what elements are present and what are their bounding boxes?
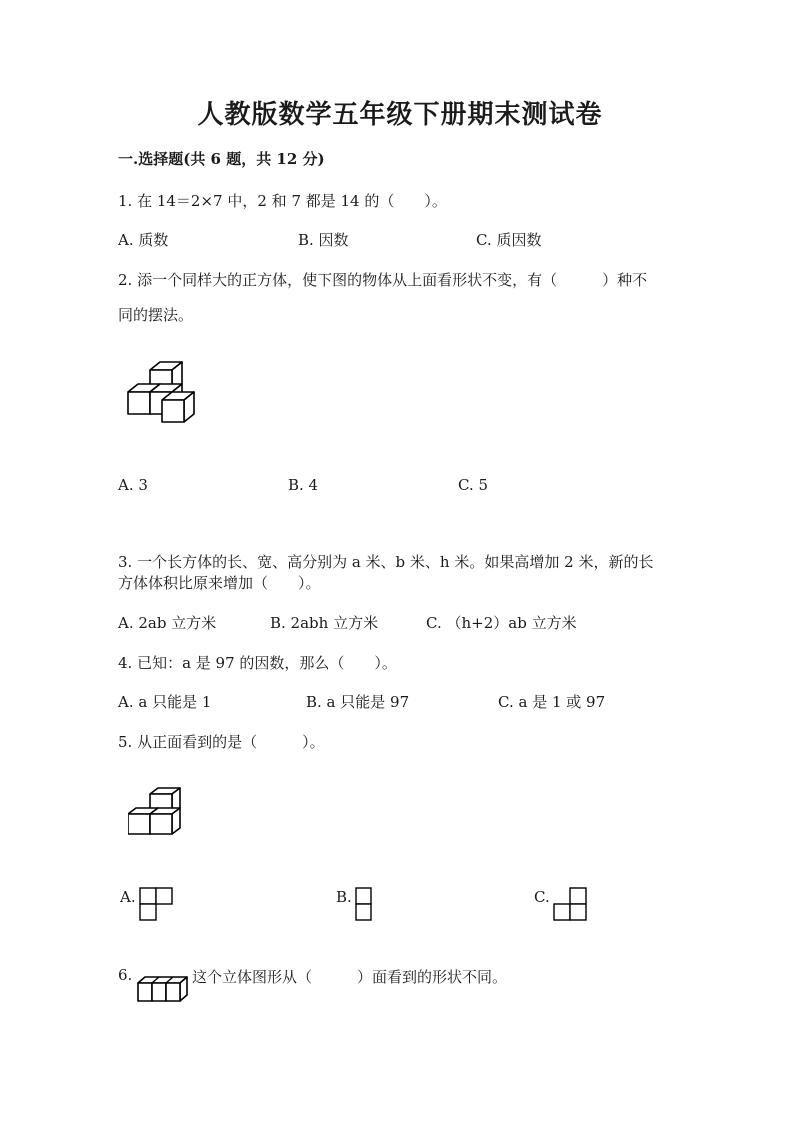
- question-5-option-b-figure: [354, 886, 374, 922]
- question-5-option-c[interactable]: C.: [534, 888, 550, 906]
- question-1-text: 1. 在 14＝2×7 中，2 和 7 都是 14 的（ ）。: [118, 192, 447, 210]
- question-2-text-line2: 同的摆法。: [118, 306, 194, 324]
- question-6-cube-row-figure: [136, 974, 192, 1004]
- question-4-text: 4. 已知：a 是 97 的因数，那么（ ）。: [118, 654, 397, 672]
- question-1-option-c[interactable]: C. 质因数: [476, 231, 542, 249]
- question-5-cube-figure: [128, 786, 190, 838]
- question-3-text-line2: 方体体积比原来增加（ ）。: [118, 574, 321, 592]
- question-5-option-a[interactable]: A.: [120, 888, 136, 906]
- question-2-cube-figure: [122, 360, 212, 432]
- question-5-text: 5. 从正面看到的是（ ）。: [118, 733, 325, 751]
- question-2-text-line1: 2. 添一个同样大的正方体，使下图的物体从上面看形状不变，有（ ）种不: [118, 271, 648, 289]
- question-2-option-b[interactable]: B. 4: [288, 476, 319, 494]
- question-3-option-a[interactable]: A. 2ab 立方米: [118, 614, 217, 632]
- question-3-text-line1: 3. 一个长方体的长、宽、高分别为 a 米、b 米、h 米。如果高增加 2 米，新的长: [118, 553, 654, 571]
- question-1-option-a[interactable]: A. 质数: [118, 231, 169, 249]
- question-4-option-a[interactable]: A. a 只能是 1: [118, 693, 212, 711]
- question-4-option-b[interactable]: B. a 只能是 97: [306, 693, 410, 711]
- question-2-option-c[interactable]: C. 5: [458, 476, 489, 494]
- question-3-option-c[interactable]: C. （h+2）ab 立方米: [426, 614, 577, 632]
- question-3-option-b[interactable]: B. 2abh 立方米: [270, 614, 379, 632]
- question-5-option-b[interactable]: B.: [336, 888, 352, 906]
- question-2-option-a[interactable]: A. 3: [118, 476, 148, 494]
- section-heading: 一.选择题(共 6 题，共 12 分): [118, 150, 325, 168]
- question-5-option-a-figure: [138, 886, 176, 922]
- cube-right: [150, 808, 180, 834]
- question-6-number: 6.: [118, 966, 133, 984]
- cube-front: [162, 392, 194, 422]
- question-1-option-b[interactable]: B. 因数: [298, 231, 349, 249]
- question-5-option-c-figure: [552, 886, 590, 922]
- page-title: 人教版数学五年级下册期末测试卷: [197, 100, 603, 130]
- question-4-option-c[interactable]: C. a 是 1 或 97: [498, 693, 606, 711]
- question-6-text: 这个立体图形从（ ）面看到的形状不同。: [192, 968, 508, 986]
